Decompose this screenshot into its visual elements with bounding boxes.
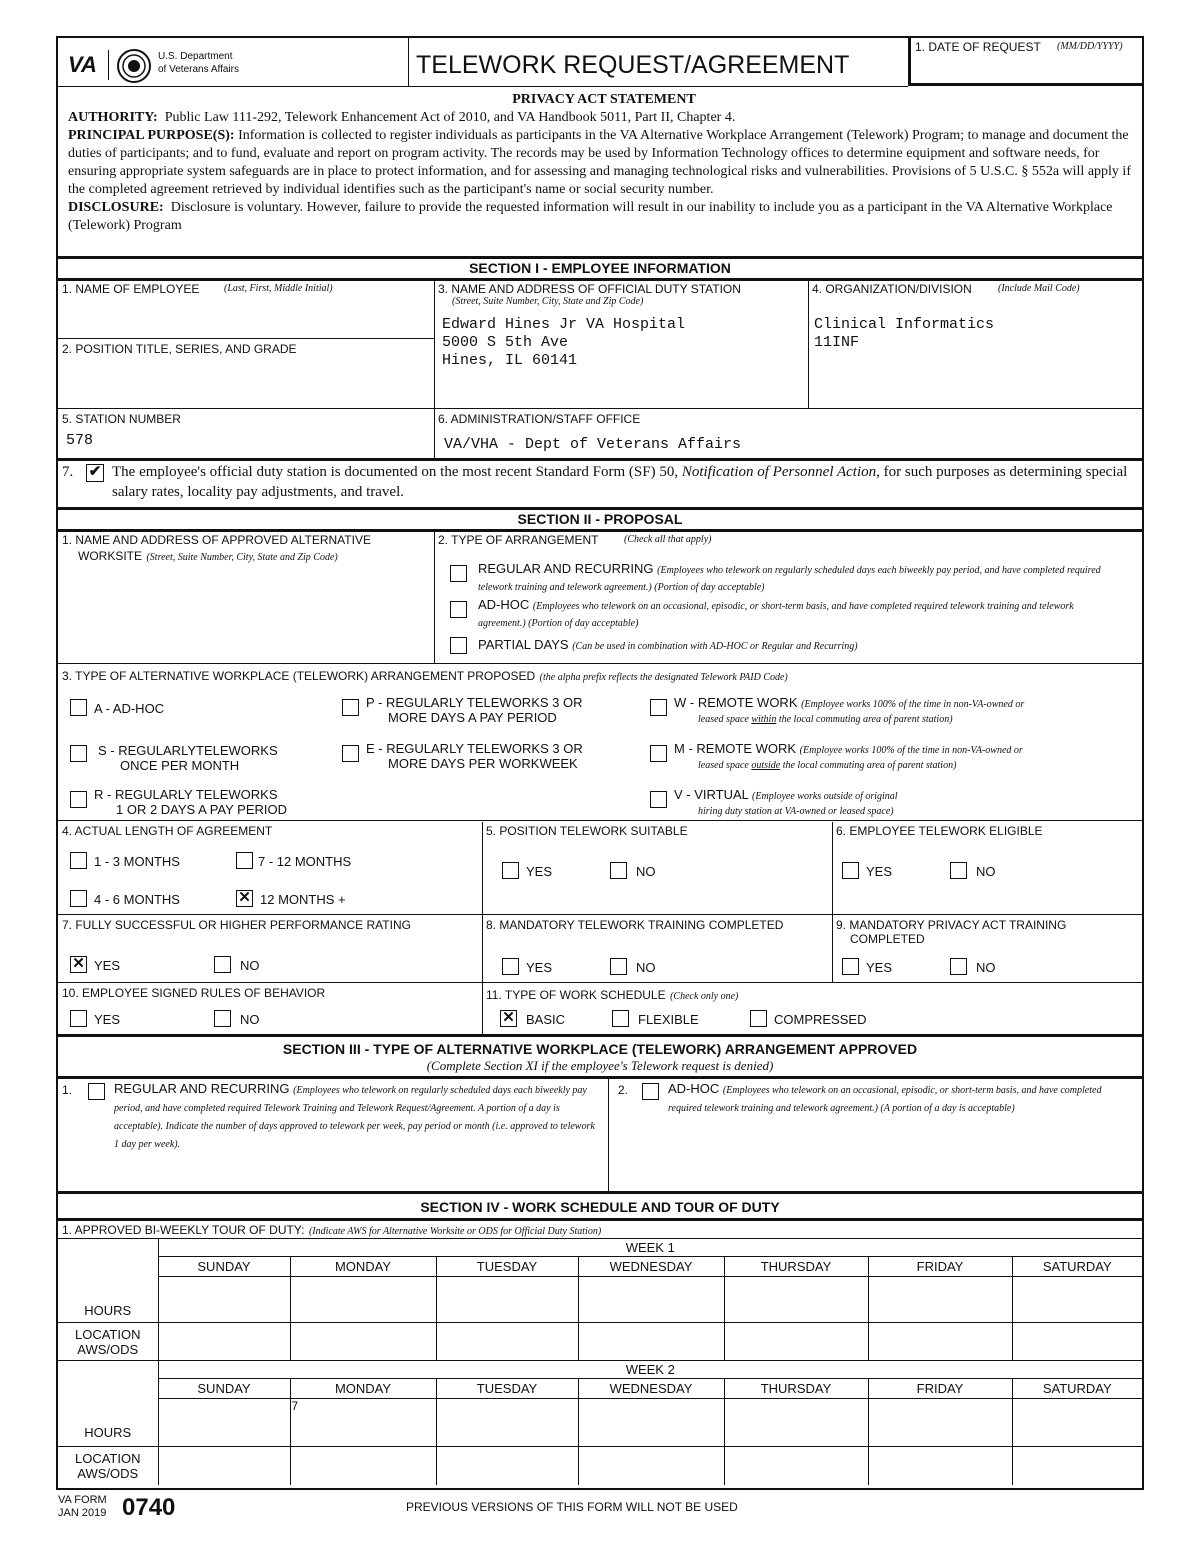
section-3-title: SECTION III - TYPE OF ALTERNATIVE WORKPLACE (TELEWORK) ARRANGEMENT APPROVED <box>282 1041 918 1057</box>
week2-hours-cell[interactable] <box>868 1399 1012 1447</box>
section-1-title: SECTION I - EMPLOYEE INFORMATION <box>469 260 731 276</box>
va-seal-icon <box>116 48 152 84</box>
item7-duty-station-doc: 7. ✔ The employee's official duty station is documented on the most recent Standard Form (SF) 50, Notification of Personnel Action, for such purposes as determining special salary rates, locality pay adjustments, and travel. <box>62 464 1128 500</box>
rules-of-behavior-group: 10. EMPLOYEE SIGNED RULES OF BEHAVIOR YES NO <box>62 986 326 1027</box>
week1-location-cell[interactable] <box>1012 1323 1142 1361</box>
week2-label: WEEK 2 <box>158 1361 1142 1379</box>
week1-day-header: TUESDAY <box>436 1257 578 1277</box>
week1-hours-cell[interactable] <box>724 1277 868 1323</box>
form-number: 0740 <box>122 1494 176 1521</box>
privacy-training-group: 9. MANDATORY PRIVACY ACT TRAINING COMPLETED YES NO <box>836 918 1067 975</box>
week1-day-header: MONDAY <box>290 1257 436 1277</box>
employee-eligible-no-checkbox[interactable] <box>950 862 967 879</box>
admin-office-field[interactable]: 6. ADMINISTRATION/STAFF OFFICE VA/VHA - Dept of Veterans Affairs <box>438 412 742 453</box>
va-logo <box>66 44 276 88</box>
work-schedule-group: 11. TYPE OF WORK SCHEDULE (Check only one) ✕ BASIC FLEXIBLE COMPRESSED <box>486 988 867 1027</box>
organization-field[interactable]: 4. ORGANIZATION/DIVISION (Include Mail Code) Clinical Informatics 11INF <box>812 282 1080 351</box>
week1-location-cell[interactable] <box>578 1323 724 1361</box>
week1-hours-cell[interactable] <box>290 1277 436 1323</box>
week1-hours-cell[interactable] <box>1012 1277 1142 1323</box>
week2-location-cell[interactable] <box>290 1447 436 1485</box>
workplace-type-group: 3. TYPE OF ALTERNATIVE WORKPLACE (TELEWORK) ARRANGEMENT PROPOSED (the alpha prefix reflects the designated Telework PAID Code) A - AD-HOC S - REGULARLYTELEWORKS ONCE PER MONTH R - REGULARLY TELEWORKS 1 OR 2 DAYS A PAY PERIOD P - REGULARLY TELEWORKS 3 OR MORE DAYS A PAY PERIOD E - REGULARLY TELEWORKS 3 OR MORE DAYS PER WORKWEEK W - REMOTE WORK (Employee works 100% of the time in non-VA-owned or leased space within the local commuting area of parent station) M - REMOTE WORK (Employee works 100% of the time in non-VA-owned or leased space outside the local commuting area of parent station) V - VIRTUAL (Employee works outside of original hiring duty station at VA-owned or leased space) <box>62 669 1025 817</box>
privacy-training-no-checkbox[interactable] <box>950 958 967 975</box>
approved-adhoc-checkbox[interactable] <box>642 1083 659 1100</box>
duty-station-field[interactable]: 3. NAME AND ADDRESS OF OFFICIAL DUTY STATION (Street, Suite Number, City, State and Zip Code) Edward Hines Jr VA Hospital 5000 S 5th Ave Hines, IL 60141 <box>438 282 741 369</box>
length-7-12-checkbox[interactable] <box>236 852 253 869</box>
week1-location-label: LOCATION AWS/ODS <box>58 1323 158 1361</box>
telework-form <box>56 36 1144 1490</box>
week1-hours-cell[interactable] <box>578 1277 724 1323</box>
approved-regular-checkbox[interactable] <box>88 1083 105 1100</box>
schedule-basic-checkbox[interactable]: ✕ <box>500 1010 517 1027</box>
arrangement-partial-checkbox[interactable] <box>450 637 467 654</box>
week1-day-header: THURSDAY <box>724 1257 868 1277</box>
form-id: VA FORM JAN 2019 <box>58 1494 107 1519</box>
section-2-title: SECTION II - PROPOSAL <box>517 511 683 527</box>
week1-location-cell[interactable] <box>158 1323 290 1361</box>
week1-hours-cell[interactable] <box>436 1277 578 1323</box>
workplace-v-checkbox[interactable] <box>650 791 667 808</box>
rating-no-checkbox[interactable] <box>214 956 231 973</box>
length-12-plus-checkbox[interactable]: ✕ <box>236 890 253 907</box>
rating-yes-checkbox[interactable]: ✕ <box>70 956 87 973</box>
workplace-r-checkbox[interactable] <box>70 791 87 808</box>
length-4-6-checkbox[interactable] <box>70 890 87 907</box>
week2-hours-cell[interactable] <box>724 1399 868 1447</box>
workplace-m-checkbox[interactable] <box>650 745 667 762</box>
rules-yes-checkbox[interactable] <box>70 1010 87 1027</box>
week2-location-cell[interactable] <box>436 1447 578 1485</box>
date-label: 1. DATE OF REQUEST <box>915 40 1041 54</box>
week2-day-header: WEDNESDAY <box>578 1379 724 1399</box>
week1-hours-label: HOURS <box>58 1239 158 1323</box>
week1-hours-cell[interactable] <box>158 1277 290 1323</box>
privacy-title: PRIVACY ACT STATEMENT <box>512 92 696 107</box>
employee-name-field[interactable]: 1. NAME OF EMPLOYEE (Last, First, Middle Initial) <box>62 282 333 296</box>
week2-location-label: LOCATION AWS/ODS <box>58 1447 158 1485</box>
position-suitable-group: 5. POSITION TELEWORK SUITABLE YES NO <box>486 824 688 879</box>
week2-hours-label: HOURS <box>58 1361 158 1447</box>
performance-rating-group: 7. FULLY SUCCESSFUL OR HIGHER PERFORMANCE RATING ✕ YES NO <box>62 918 411 973</box>
section-3-subtitle: (Complete Section XI if the employee's Telework request is denied) <box>426 1058 774 1073</box>
week2-hours-cell[interactable] <box>578 1399 724 1447</box>
duty-station-address: Edward Hines Jr VA Hospital 5000 S 5th Ave Hines, IL 60141 <box>442 316 686 369</box>
schedule-compressed-checkbox[interactable] <box>750 1010 767 1027</box>
week1-label: WEEK 1 <box>158 1239 1142 1257</box>
week2-location-cell[interactable] <box>724 1447 868 1485</box>
item7-checkbox[interactable]: ✔ <box>86 464 104 482</box>
arrangement-regular-checkbox[interactable] <box>450 565 467 582</box>
approved-adhoc-group: 2. AD-HOC (Employees who telework on an occasional, episodic, or short-term basis, and have completed required telework training and telework agreement.) (A portion of a day is acceptable) <box>618 1081 1102 1114</box>
week2-day-header: FRIDAY <box>868 1379 1012 1399</box>
week2-hours-cell[interactable] <box>1012 1399 1142 1447</box>
week1-day-header: WEDNESDAY <box>578 1257 724 1277</box>
training-no-checkbox[interactable] <box>610 958 627 975</box>
length-1-3-checkbox[interactable] <box>70 852 87 869</box>
privacy-act-statement: PRIVACY ACT STATEMENT AUTHORITY: Public Law 111-292, Telework Enhancement Act of 2010, and VA Handbook 5011, Part II, Chapter 4. PRINCIPAL PURPOSE(S): Information is collected to register individuals as participants in the VA Alternative Workplace Arrangement (Telework) Program; to manage and document the duties of participants; and to fund, evaluate and report on program activity. The records may be used by Information Technology offices to determine equipment and software needs, for ensuring appropriate system safeguards are in place to protect information, and for assessing and managing technological risks and vulnerabilities. Provisions of 5 U.S.C. § 552a will apply if the completed agreement retrieved by individual identifies such as the participant's name or social security number. DISCLOSURE: Disclosure is voluntary. However, failure to provide the requested information will result in our inability to include you as a participant in the VA Alternative Workplace (Telework) Program <box>68 91 1140 235</box>
approved-regular-group: 1. REGULAR AND RECURRING (Employees who telework on regularly scheduled days each biweekly pay period, and have completed required Telework Training and Telework Request/Agreement. A portion of a day is acceptable). Indicate the number of days approved to telework per week, pay period or month (i.e. approved to telework 1 day per week). <box>62 1081 595 1150</box>
workplace-s-checkbox[interactable] <box>70 745 87 762</box>
workplace-p-checkbox[interactable] <box>342 699 359 716</box>
position-title-field[interactable]: 2. POSITION TITLE, SERIES, AND GRADE <box>62 342 297 356</box>
week1-day-header: FRIDAY <box>868 1257 1012 1277</box>
week2-day-header: SUNDAY <box>158 1379 290 1399</box>
week2-location-cell[interactable] <box>158 1447 290 1485</box>
section-4-title: SECTION IV - WORK SCHEDULE AND TOUR OF DUTY <box>420 1199 780 1215</box>
week1-day-header: SATURDAY <box>1012 1257 1142 1277</box>
week2-day-header: THURSDAY <box>724 1379 868 1399</box>
week2-day-header: MONDAY <box>290 1379 436 1399</box>
tour-of-duty-label: 1. APPROVED BI-WEEKLY TOUR OF DUTY: (Indicate AWS for Alternative Worksite or ODS for Official Duty Station) <box>62 1223 602 1237</box>
station-number-field[interactable]: 5. STATION NUMBER 578 <box>62 412 181 449</box>
telework-training-group: 8. MANDATORY TELEWORK TRAINING COMPLETED YES NO <box>486 918 784 975</box>
workplace-a-checkbox[interactable] <box>70 699 87 716</box>
week1-location-cell[interactable] <box>868 1323 1012 1361</box>
tour-of-duty-grid <box>58 1238 1142 1485</box>
week2-day-header: SATURDAY <box>1012 1379 1142 1399</box>
week1-hours-cell[interactable] <box>868 1277 1012 1323</box>
workplace-w-checkbox[interactable] <box>650 699 667 716</box>
arrangement-type-group: 2. TYPE OF ARRANGEMENT (Check all that apply) REGULAR AND RECURRING (Employees who telework on regularly scheduled days each biweekly pay period, and have completed required telework training and telework agreement.) (Portion of day acceptable) AD-HOC (Employees who telework on an occasional, episodic, or short-term basis, and have completed required telework training and telework agreement.) (Portion of day acceptable) PARTIAL DAYS (Can be used in combination with AD-HOC or Regular and Recurring) <box>438 533 1101 652</box>
form-title: TELEWORK REQUEST/AGREEMENT <box>416 51 850 79</box>
date-hint: (MM/DD/YYYY) <box>1057 41 1123 52</box>
week1-location-cell[interactable] <box>436 1323 578 1361</box>
arrangement-adhoc-checkbox[interactable] <box>450 601 467 618</box>
previous-versions-notice: PREVIOUS VERSIONS OF THIS FORM WILL NOT BE USED <box>406 1500 738 1514</box>
week1-location-cell[interactable] <box>290 1323 436 1361</box>
organization-value: Clinical Informatics 11INF <box>814 316 995 351</box>
employee-eligible-group: 6. EMPLOYEE TELEWORK ELIGIBLE YES NO <box>836 824 1043 879</box>
privacy-training-yes-checkbox[interactable] <box>842 958 859 975</box>
employee-eligible-yes-checkbox[interactable] <box>842 862 859 879</box>
rules-no-checkbox[interactable] <box>214 1010 231 1027</box>
dept-name: U.S. Department of Veterans Affairs <box>158 51 239 75</box>
va-logo-text: VA <box>68 52 97 77</box>
position-suitable-no-checkbox[interactable] <box>610 862 627 879</box>
date-of-request-field[interactable] <box>908 38 1144 86</box>
week2-hours-cell[interactable] <box>436 1399 578 1447</box>
week2-location-cell[interactable] <box>1012 1447 1142 1485</box>
schedule-flexible-checkbox[interactable] <box>612 1010 629 1027</box>
week2-hours-cell[interactable]: 7 <box>290 1399 436 1447</box>
week2-day-header: TUESDAY <box>436 1379 578 1399</box>
week1-day-header: SUNDAY <box>158 1257 290 1277</box>
alternative-worksite-field[interactable]: 1. NAME AND ADDRESS OF APPROVED ALTERNATIVE WORKSITE (Street, Suite Number, City, State and Zip Code) <box>62 533 371 563</box>
workplace-e-checkbox[interactable] <box>342 745 359 762</box>
week2-location-cell[interactable] <box>868 1447 1012 1485</box>
training-yes-checkbox[interactable] <box>502 958 519 975</box>
week1-location-cell[interactable] <box>724 1323 868 1361</box>
position-suitable-yes-checkbox[interactable] <box>502 862 519 879</box>
agreement-length-group: 4. ACTUAL LENGTH OF AGREEMENT 1 - 3 MONTHS 7 - 12 MONTHS 4 - 6 MONTHS ✕ 12 MONTHS + <box>62 824 352 907</box>
week2-hours-cell[interactable] <box>158 1399 290 1447</box>
week2-location-cell[interactable] <box>578 1447 724 1485</box>
